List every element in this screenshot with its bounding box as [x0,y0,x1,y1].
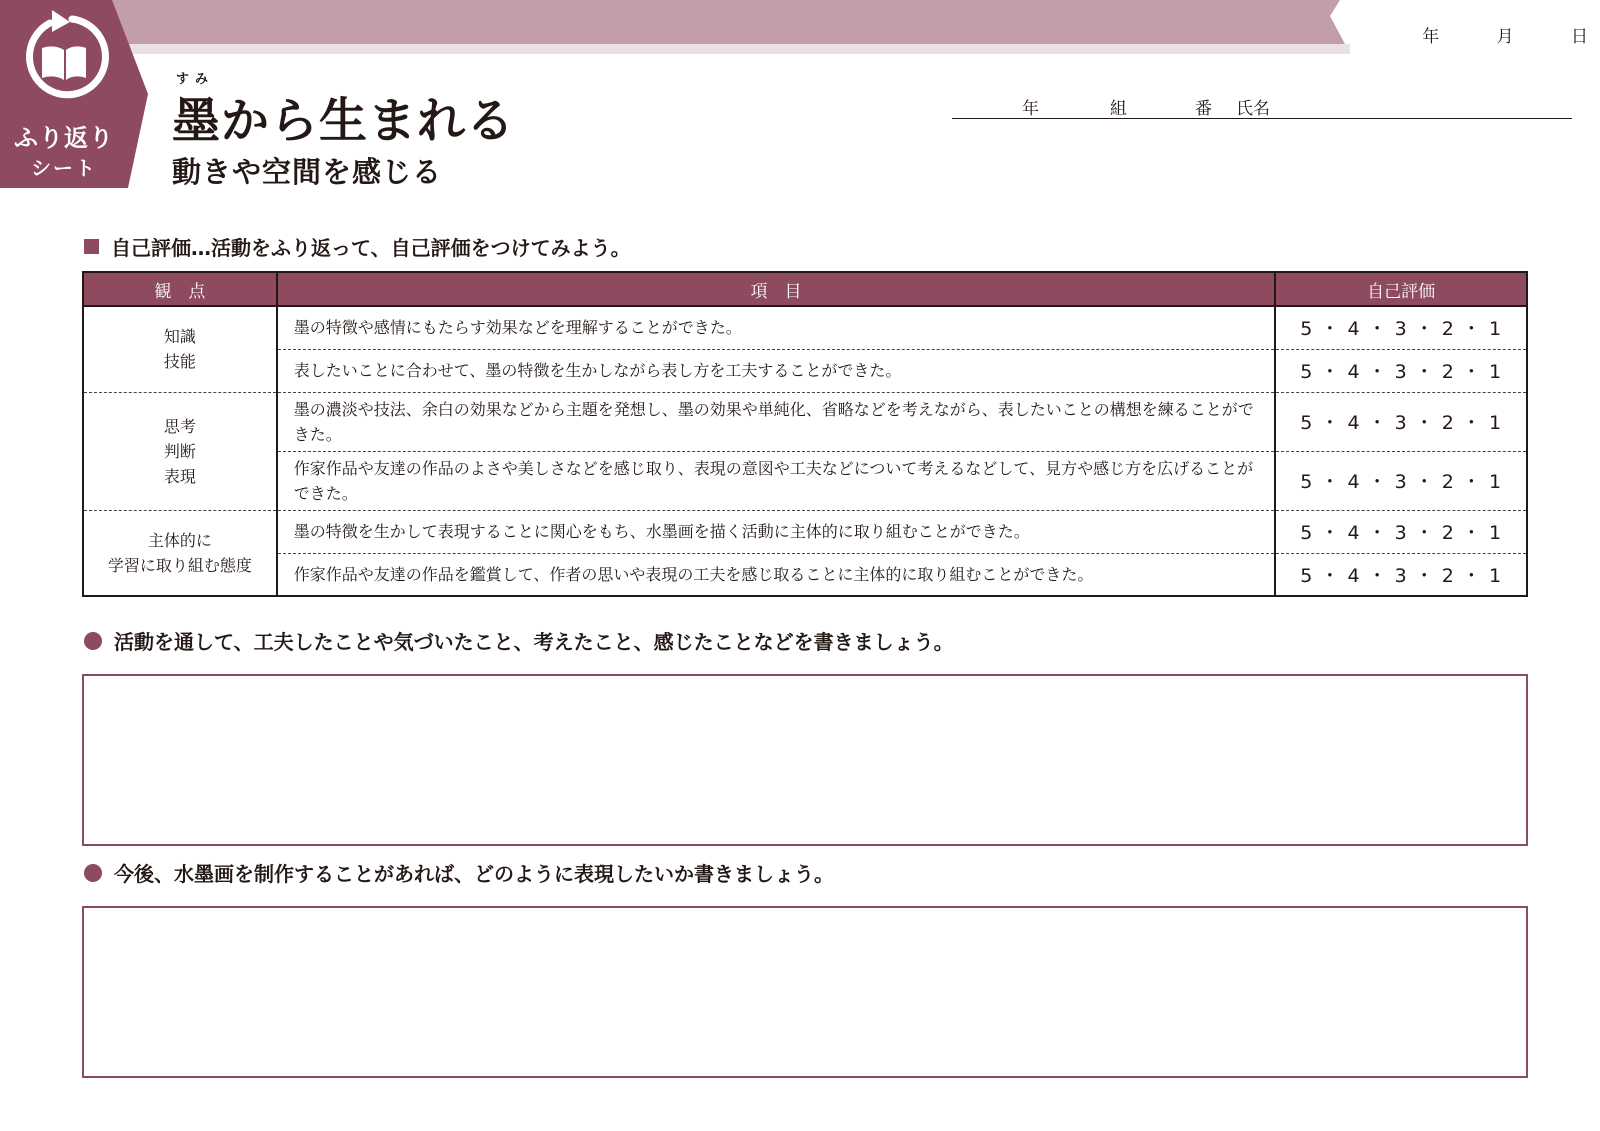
future-plan-prompt-text: 今後、水墨画を制作することがあれば、どのように表現したいか書きましょう。 [114,862,834,886]
table-row [83,349,1527,392]
reflection-prompt [84,626,954,655]
self-eval-heading [84,232,631,261]
self-eval-table [82,271,1528,597]
name-name-label: 氏名 [1236,99,1270,119]
title-ruby: すみ [176,72,215,87]
circle-bullet-icon [84,864,102,882]
name-year-label: 年 [1022,99,1039,119]
table-row [83,392,1527,451]
reflection-prompt-text: 活動を通して、工夫したことや気づいたこと、考えたこと、感じたことなどを書きましょう。 [114,630,954,654]
future-plan-answer-box[interactable] [82,906,1528,1078]
page-title: 墨から生まれる [172,93,516,149]
viewpoint-line: 知識 [163,327,196,347]
table-row [83,451,1527,510]
header-band [0,0,1600,56]
header-viewpoint: 観 点 [83,272,277,306]
item-text: 作家作品や友達の作品を鑑賞して、作者の思いや表現の工夫を感じ取ることに主体的に取り組むことができた。 [277,553,1276,596]
name-number-label: 番 [1195,99,1212,119]
review-sheet-badge [0,0,150,188]
item-text: 墨の特徴や感情にもたらす効果などを理解することができた。 [277,306,1276,349]
viewpoint-line: 学習に取り組む態度 [107,555,252,575]
table-row [83,510,1527,553]
header-band-fill [100,0,1345,44]
viewpoint-attitude [83,510,277,596]
table-row [83,306,1527,349]
viewpoint-thinking [83,392,277,510]
viewpoint-line: 判断 [163,441,196,461]
page-subtitle: 動きや空間を感じる [172,155,443,189]
item-text: 墨の特徴を生かして表現することに関心をもち、水墨画を描く活動に主体的に取り組むことができた。 [277,510,1276,553]
score-scale[interactable]: 5 ・ 4 ・ 3 ・ 2 ・ 1 [1275,306,1527,349]
item-text: 作家作品や友達の作品のよさや美しさなどを感じ取り、表現の意図や工夫などについて考えるなどして、見方や感じ方を広げることができた。 [277,451,1276,510]
name-field[interactable] [952,92,1572,119]
item-text: 表したいことに合わせて、墨の特徴を生かしながら表し方を工夫することができた。 [277,349,1276,392]
viewpoint-line: 思考 [163,416,196,436]
viewpoint-line: 表現 [163,466,196,486]
item-text: 墨の濃淡や技法、余白の効果などから主題を発想し、墨の効果や単純化、省略などを考えながら、表したいことの構想を練ることができた。 [277,392,1276,451]
header-band-light [100,44,1350,54]
header-self-eval: 自己評価 [1275,272,1527,306]
badge-line2: シート [31,156,97,180]
score-scale[interactable]: 5 ・ 4 ・ 3 ・ 2 ・ 1 [1275,510,1527,553]
circle-bullet-icon [84,632,102,650]
date-field [1370,22,1588,47]
future-plan-prompt [84,858,834,887]
reflection-answer-box[interactable] [82,674,1528,846]
badge-line1: ふり返り [14,124,114,152]
name-class-label: 組 [1110,99,1127,119]
table-row [83,553,1527,596]
date-month-label: 月 [1496,27,1514,47]
viewpoint-line: 主体的に [147,530,212,550]
score-scale[interactable]: 5 ・ 4 ・ 3 ・ 2 ・ 1 [1275,392,1527,451]
score-scale[interactable]: 5 ・ 4 ・ 3 ・ 2 ・ 1 [1275,451,1527,510]
header-item: 項 目 [277,272,1276,306]
score-scale[interactable]: 5 ・ 4 ・ 3 ・ 2 ・ 1 [1300,564,1503,587]
square-bullet-icon [84,239,99,254]
viewpoint-line: 技能 [163,352,196,372]
date-year-label: 年 [1422,27,1440,47]
table-header-row [83,272,1527,306]
viewpoint-knowledge [83,306,277,392]
score-scale[interactable]: 5 ・ 4 ・ 3 ・ 2 ・ 1 [1275,349,1527,392]
self-eval-heading-text: 自己評価…活動をふり返って、自己評価をつけてみよう。 [111,236,631,260]
date-day-label: 日 [1571,27,1588,47]
